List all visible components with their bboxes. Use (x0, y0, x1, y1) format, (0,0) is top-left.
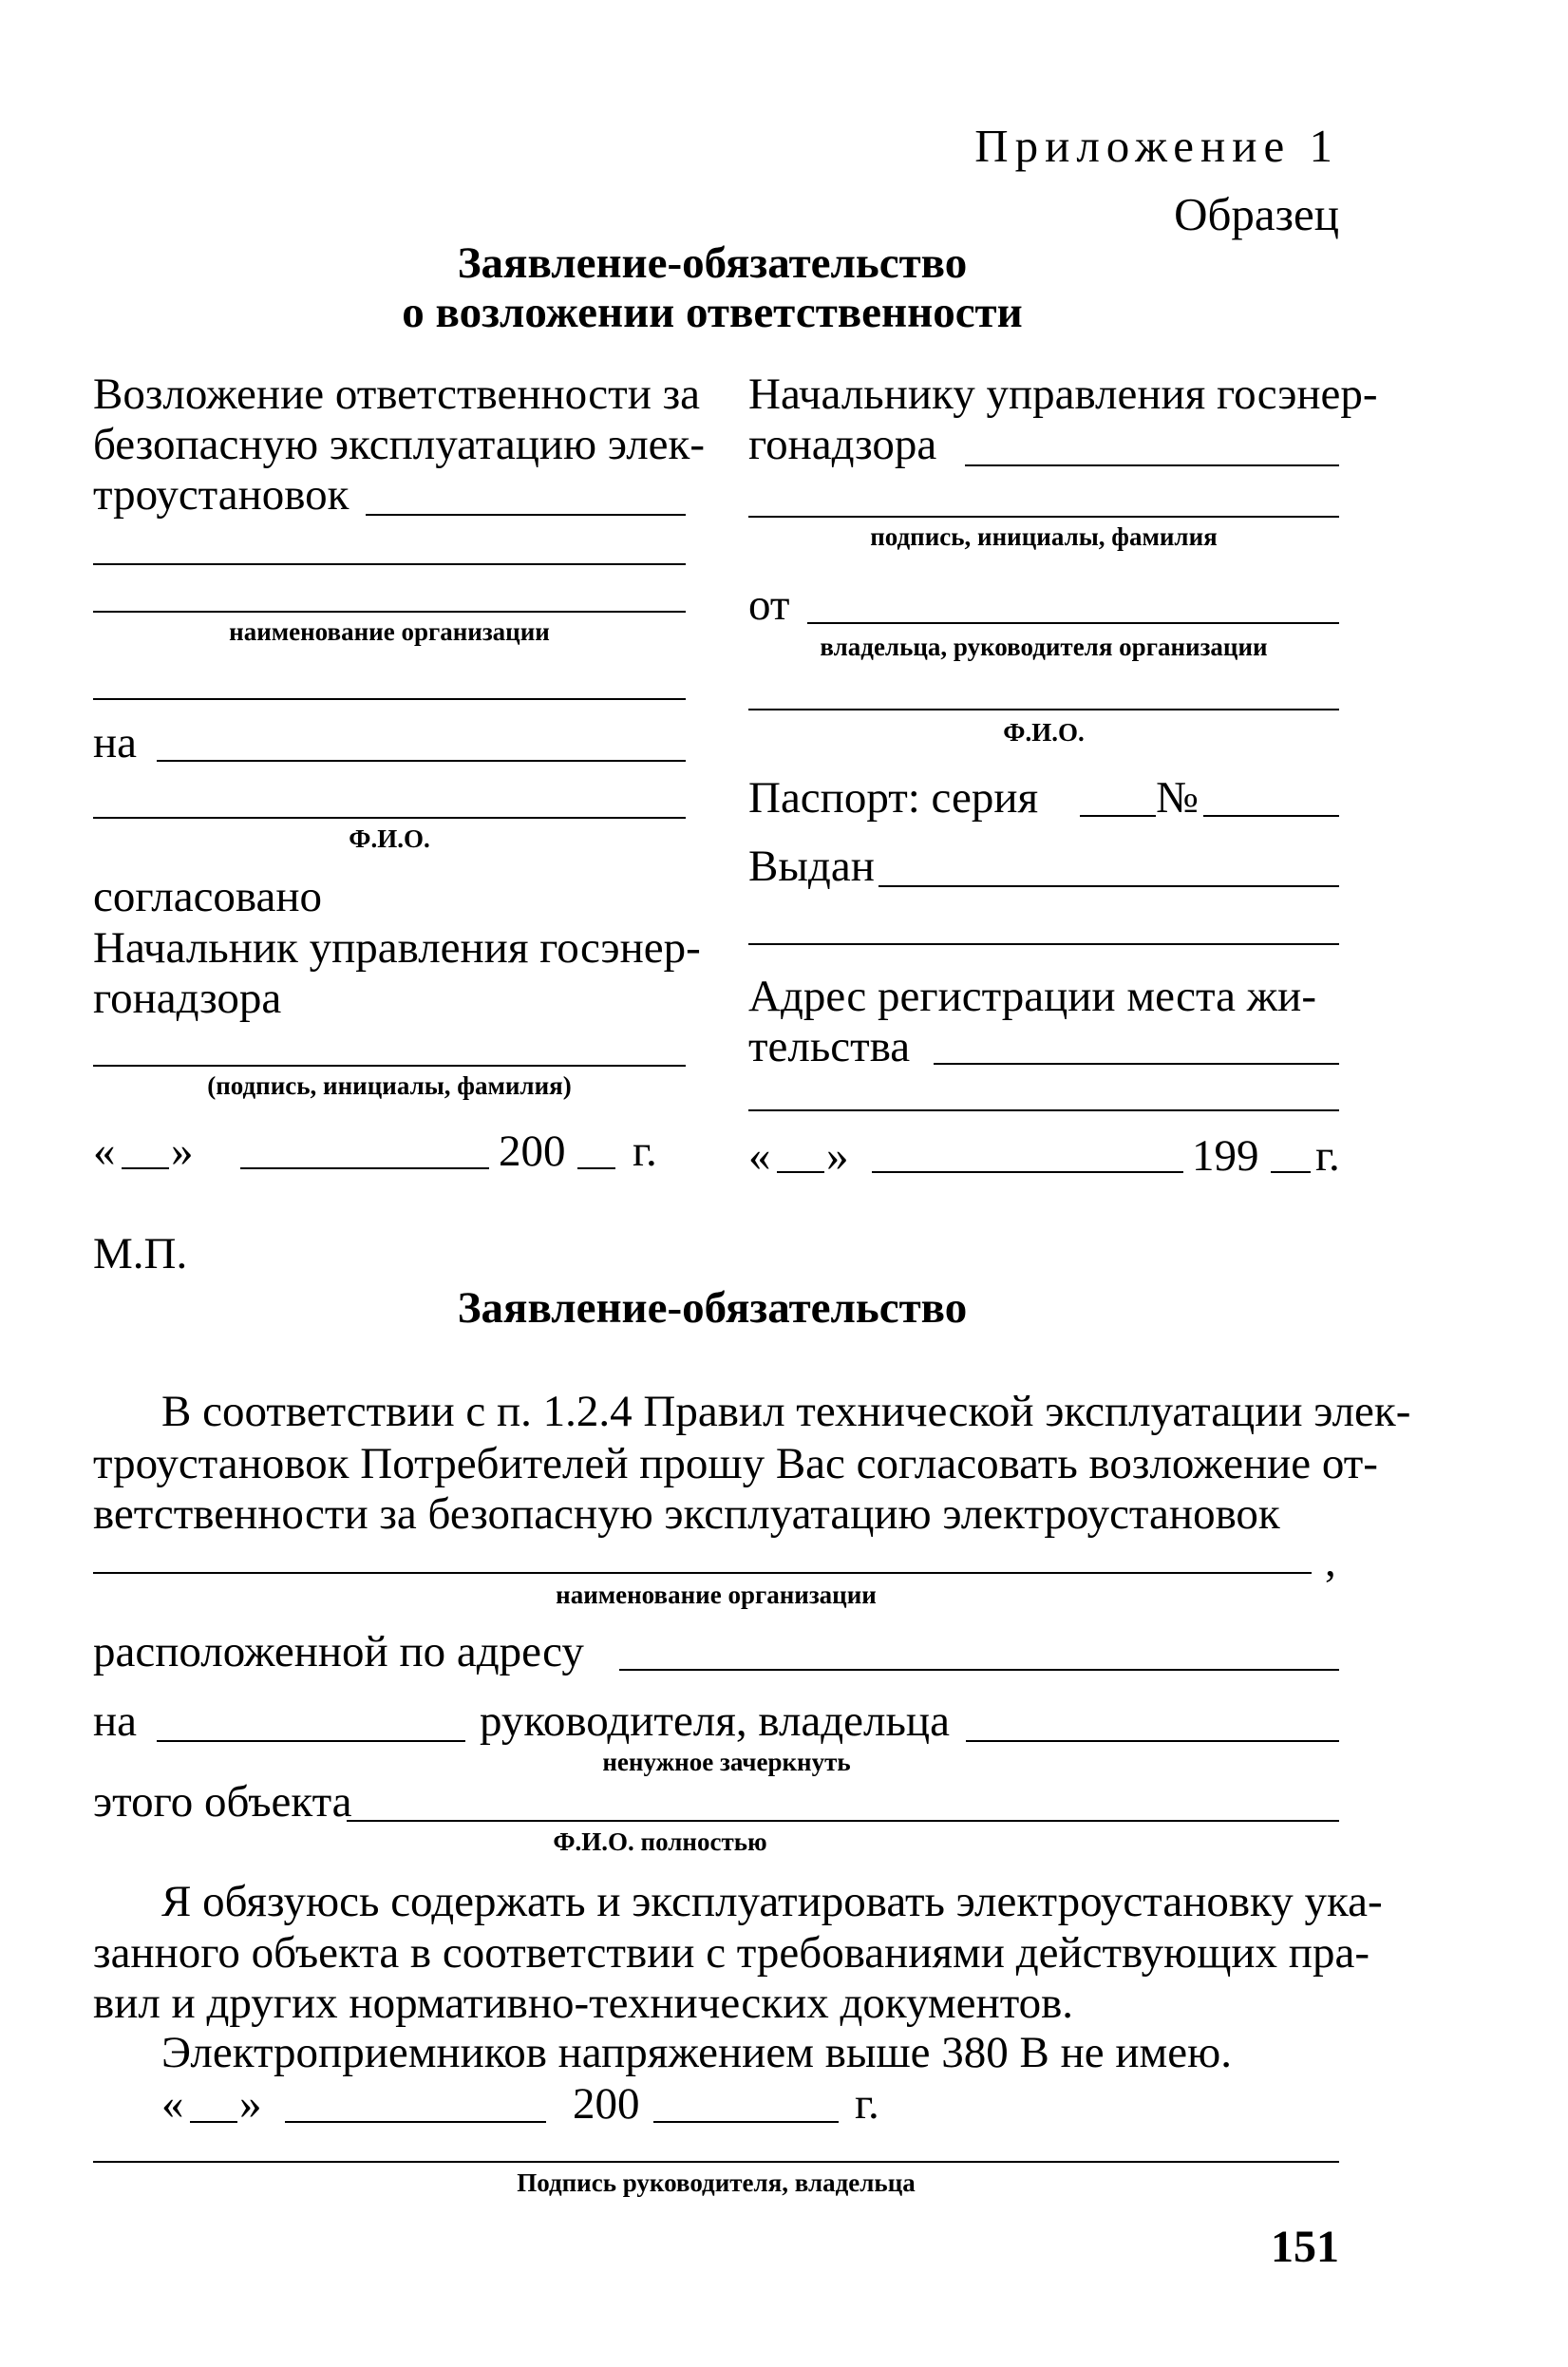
statement-date-open-quote: « (161, 2079, 184, 2129)
number-sign: № (1156, 773, 1199, 823)
signature-field[interactable] (93, 2161, 1339, 2163)
full-name-field[interactable] (347, 1820, 1339, 1822)
day-field-right[interactable] (777, 1171, 824, 1173)
day-field[interactable] (122, 1167, 169, 1169)
statement-year-g: г. (855, 2079, 879, 2129)
address-line1: Адрес регистрации места жи- (748, 972, 1316, 1021)
chief-signature-field[interactable] (93, 1065, 686, 1067)
receivers-line: Электроприемников напряжением выше 380 В не имею. (161, 2028, 1232, 2077)
head-owner-field[interactable] (966, 1740, 1339, 1742)
statement-para-line1: В соответствии с п. 1.2.4 Правил технической эксплуатации элек- (161, 1387, 1411, 1436)
date-open-quote: « (93, 1127, 116, 1176)
chief-line2: гонадзора (93, 974, 282, 1023)
chief-name-field-2[interactable] (748, 516, 1339, 518)
owner-name-field[interactable] (748, 709, 1339, 710)
page-title: Заявление-обязательство (457, 238, 968, 288)
head-owner-label: руководителя, владельца (480, 1696, 950, 1746)
year-suffix-field-right[interactable] (1271, 1171, 1311, 1173)
statement-year-field[interactable] (653, 2121, 839, 2123)
statement-year-prefix: 200 (573, 2079, 640, 2129)
caption-fio-left: Ф.И.О. (349, 824, 430, 853)
statement-para-line2: троустановок Потребителей прошу Вас согласовать возложение от- (93, 1439, 1378, 1488)
address-field-1[interactable] (934, 1063, 1339, 1065)
caption-org-name-statement: наименование организации (556, 1581, 877, 1609)
located-label: расположенной по адресу (93, 1627, 584, 1676)
stamp-place-label: М.П. (93, 1229, 188, 1278)
year-prefix: 200 (499, 1127, 566, 1176)
address-field[interactable] (619, 1669, 1339, 1671)
month-field[interactable] (240, 1167, 489, 1169)
statement-on-label: на (93, 1696, 138, 1746)
owner-field[interactable] (807, 622, 1339, 624)
position-field[interactable] (157, 1740, 465, 1742)
agreed-label: согласовано (93, 872, 323, 921)
caption-fio-right: Ф.И.О. (1003, 718, 1085, 747)
assignee-field-2[interactable] (93, 817, 686, 819)
left-on-label: на (93, 718, 138, 767)
passport-label: Паспорт: серия (748, 773, 1039, 823)
page-number: 151 (1271, 2222, 1339, 2272)
caption-sign-right: подпись, инициалы, фамилия (870, 522, 1218, 551)
statement-day-field[interactable] (190, 2121, 237, 2123)
org-name-field-3[interactable] (93, 698, 686, 700)
org-name-field-2[interactable] (93, 611, 686, 613)
statement-month-field[interactable] (285, 2121, 546, 2123)
page-subtitle: о возложении ответственности (402, 288, 1023, 337)
pledge-line3: вил и других нормативно-технических документов. (93, 1979, 1074, 2028)
to-line1: Начальнику управления госэнер- (748, 369, 1378, 419)
year-suffix-g: г. (633, 1127, 657, 1176)
pledge-line2: занного объекта в соответствии с требованиями действующих пра- (93, 1928, 1370, 1978)
issued-field-1[interactable] (878, 885, 1339, 887)
issued-label: Выдан (748, 842, 875, 891)
date-close-quote-right: » (826, 1131, 849, 1181)
caption-sign-left: (подпись, инициалы, фамилия) (207, 1071, 572, 1100)
to-line2: гонадзора (748, 420, 937, 469)
object-label: этого объекта (93, 1777, 352, 1827)
installations-field[interactable] (366, 514, 686, 516)
caption-full-name: Ф.И.О. полностью (553, 1827, 767, 1856)
address-line2: тельства (748, 1022, 911, 1071)
appendix-label: Приложение 1 (974, 120, 1339, 172)
comma: , (1325, 1537, 1336, 1586)
caption-org-name: наименование организации (229, 617, 550, 646)
left-para-line1: Возложение ответственности за (93, 369, 701, 419)
from-label: от (748, 580, 790, 630)
assignee-field-1[interactable] (157, 760, 686, 762)
left-para-line3: троустановок (93, 470, 349, 520)
date-close-quote: » (171, 1127, 194, 1176)
address-field-2[interactable] (748, 1109, 1339, 1111)
date-open-quote-right: « (748, 1131, 771, 1181)
sample-label: Образец (1174, 188, 1339, 240)
left-para-line2: безопасную эксплуатацию элек- (93, 420, 706, 469)
caption-owner: владельца, руководителя организации (820, 633, 1268, 661)
statement-title: Заявление-обязательство (457, 1283, 968, 1333)
passport-series-field[interactable] (1080, 815, 1156, 817)
passport-number-field[interactable] (1203, 815, 1339, 817)
issued-field-2[interactable] (748, 943, 1339, 945)
chief-line1: Начальник управления госэнер- (93, 923, 701, 973)
statement-para-line3: ветственности за безопасную эксплуатацию электроустановок (93, 1489, 1280, 1539)
year-suffix-g-right: г. (1315, 1131, 1340, 1181)
org-name-field-1[interactable] (93, 563, 686, 565)
statement-date-close-quote: » (239, 2079, 262, 2129)
year-prefix-right: 199 (1192, 1131, 1259, 1181)
caption-signature: Подпись руководителя, владельца (517, 2168, 916, 2197)
pledge-line1: Я обязуюсь содержать и эксплуатировать электроустановку ука- (161, 1877, 1383, 1926)
month-field-right[interactable] (872, 1171, 1183, 1173)
caption-strike: ненужное зачеркнуть (602, 1748, 851, 1776)
year-suffix-field[interactable] (577, 1167, 615, 1169)
statement-org-field[interactable] (93, 1572, 1312, 1574)
chief-name-field-1[interactable] (965, 464, 1339, 466)
